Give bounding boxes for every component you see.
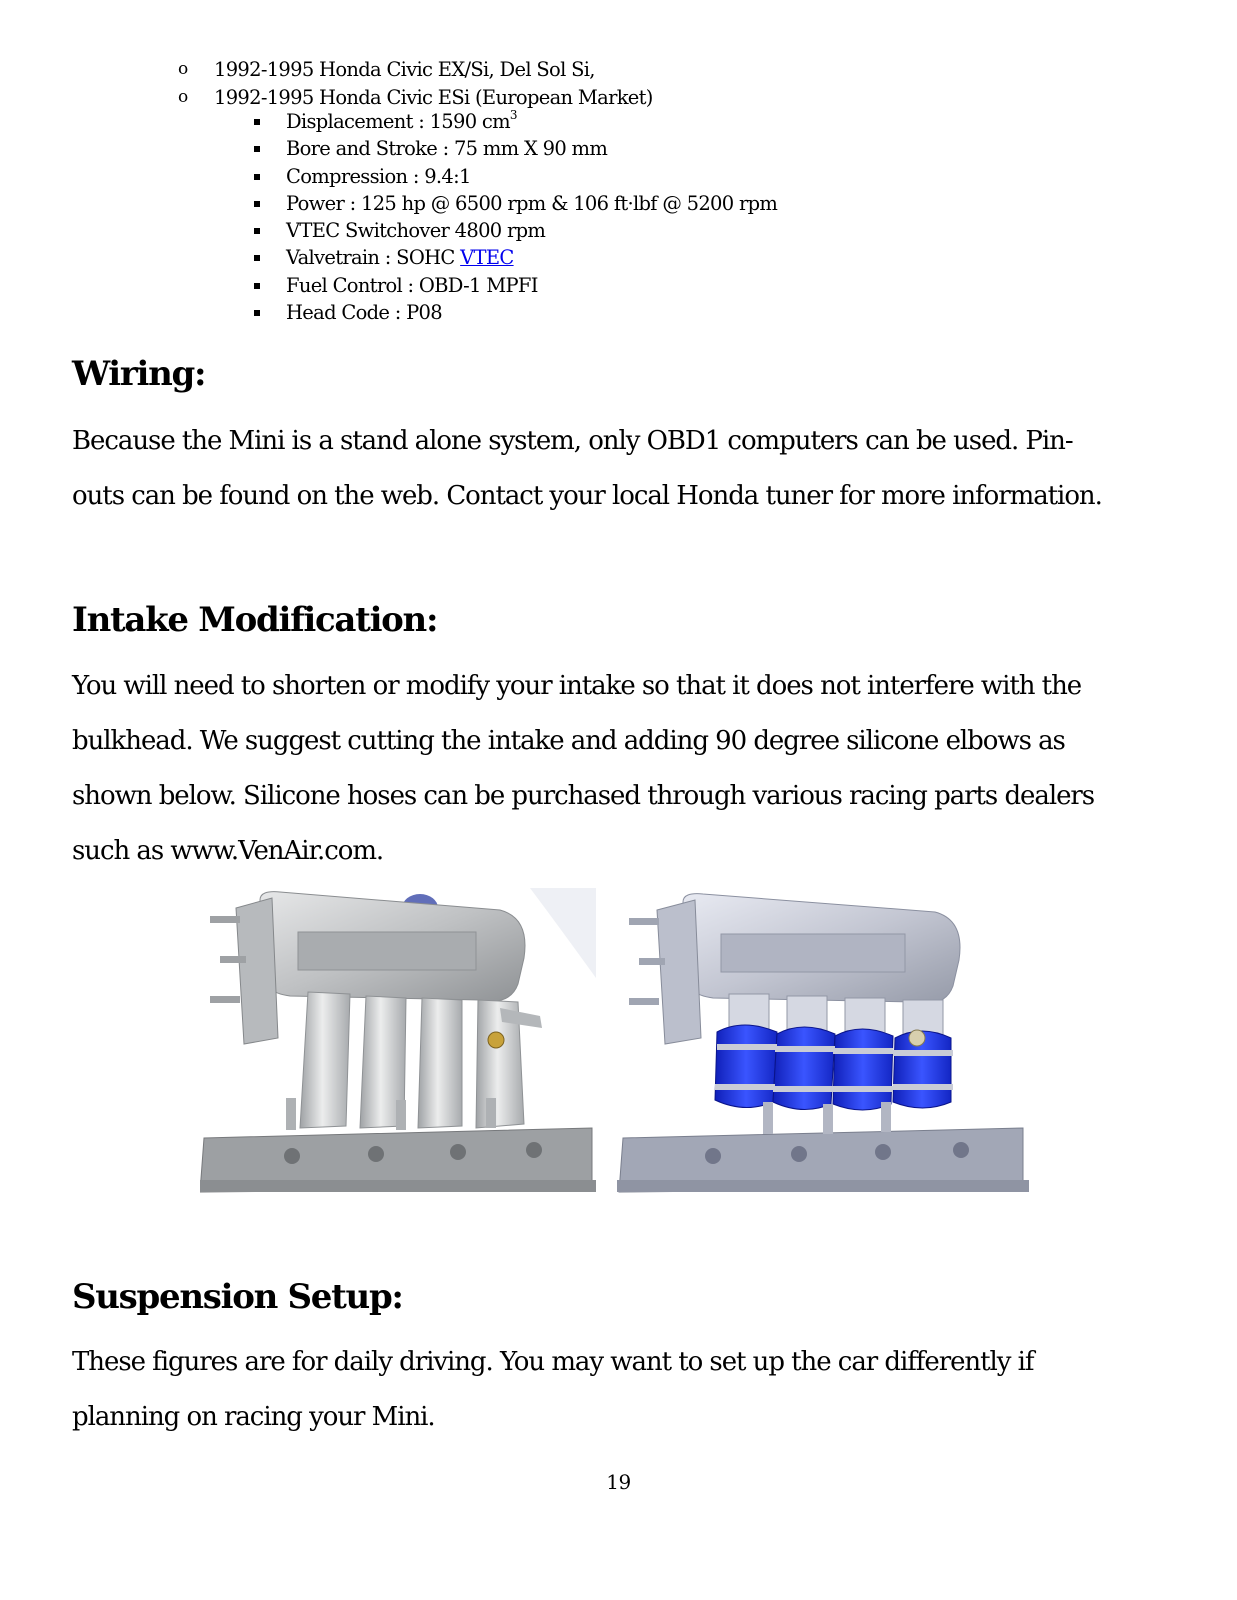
spec-valvetrain <box>250 244 777 271</box>
square-bullet-icon <box>254 119 260 125</box>
spec-text: Fuel Control : OBD-1 MPFI <box>286 273 538 297</box>
square-bullet-icon <box>254 201 260 207</box>
spec-text: Bore and Stroke : 75 mm X 90 mm <box>286 137 608 161</box>
square-bullet-icon <box>254 255 260 261</box>
paragraph-line: Because the Mini is a stand alone system, only OBD1 computers can be used. Pin- <box>72 426 1073 456</box>
spec-text: Power : 125 hp @ 6500 rpm & 106 ft·lbf @ 5200 rpm <box>286 191 778 215</box>
spec-compression <box>250 163 777 190</box>
spec-list <box>250 108 777 326</box>
intake-paragraph <box>72 659 1162 879</box>
paragraph-line: such as www.VenAir.com. <box>72 836 384 866</box>
engine-item <box>176 56 653 84</box>
suspension-heading: Suspension Setup: <box>72 1277 403 1317</box>
circle-bullet-icon: o <box>178 86 188 107</box>
wiring-paragraph <box>72 414 1162 524</box>
spec-vtec-switchover <box>250 217 777 244</box>
suspension-paragraph <box>72 1335 1162 1445</box>
superscript: 3 <box>509 107 517 122</box>
page-number: 19 <box>606 1470 631 1494</box>
intake-manifold-stock-photo <box>200 888 596 1200</box>
intake-manifold-stock-illustration <box>200 888 596 1200</box>
wiring-heading: Wiring: <box>72 354 206 394</box>
vtec-link[interactable]: VTEC <box>460 246 514 270</box>
spec-head-code <box>250 299 777 326</box>
engine-item-text: 1992-1995 Honda Civic EX/Si, Del Sol Si, <box>214 58 595 81</box>
paragraph-line: planning on racing your Mini. <box>72 1402 435 1432</box>
spec-displacement <box>250 108 777 135</box>
square-bullet-icon <box>254 174 260 180</box>
spec-text: VTEC Switchover 4800 rpm <box>286 219 546 243</box>
intake-manifold-silicone-photo <box>617 888 1029 1200</box>
square-bullet-icon <box>254 310 260 316</box>
spec-text: Valvetrain : SOHC <box>286 246 461 270</box>
engine-item <box>176 84 653 112</box>
spec-text: Compression : 9.4:1 <box>286 164 471 188</box>
spec-text: Head Code : P08 <box>286 301 442 325</box>
spec-fuel-control <box>250 272 777 299</box>
intake-manifold-silicone-illustration <box>617 888 1029 1200</box>
paragraph-line: bulkhead. We suggest cutting the intake and adding 90 degree silicone elbows as <box>72 726 1065 756</box>
square-bullet-icon <box>254 283 260 289</box>
paragraph-line: outs can be found on the web. Contact your local Honda tuner for more information. <box>72 481 1102 511</box>
circle-bullet-icon: o <box>178 59 188 79</box>
paragraph-line: These figures are for daily driving. You may want to set up the car differently if <box>72 1347 1034 1377</box>
square-bullet-icon <box>254 146 260 152</box>
square-bullet-icon <box>254 228 260 234</box>
spec-text: Displacement : 1590 cm <box>286 110 510 133</box>
engine-list <box>176 56 653 111</box>
spec-bore-stroke <box>250 135 777 162</box>
spec-power <box>250 190 777 217</box>
paragraph-line: shown below. Silicone hoses can be purchased through various racing parts dealers <box>72 781 1095 811</box>
paragraph-line: You will need to shorten or modify your intake so that it does not interfere with the <box>72 671 1082 701</box>
engine-item-text: 1992-1995 Honda Civic ESi (European Market) <box>214 85 653 109</box>
intake-heading: Intake Modification: <box>72 600 438 640</box>
